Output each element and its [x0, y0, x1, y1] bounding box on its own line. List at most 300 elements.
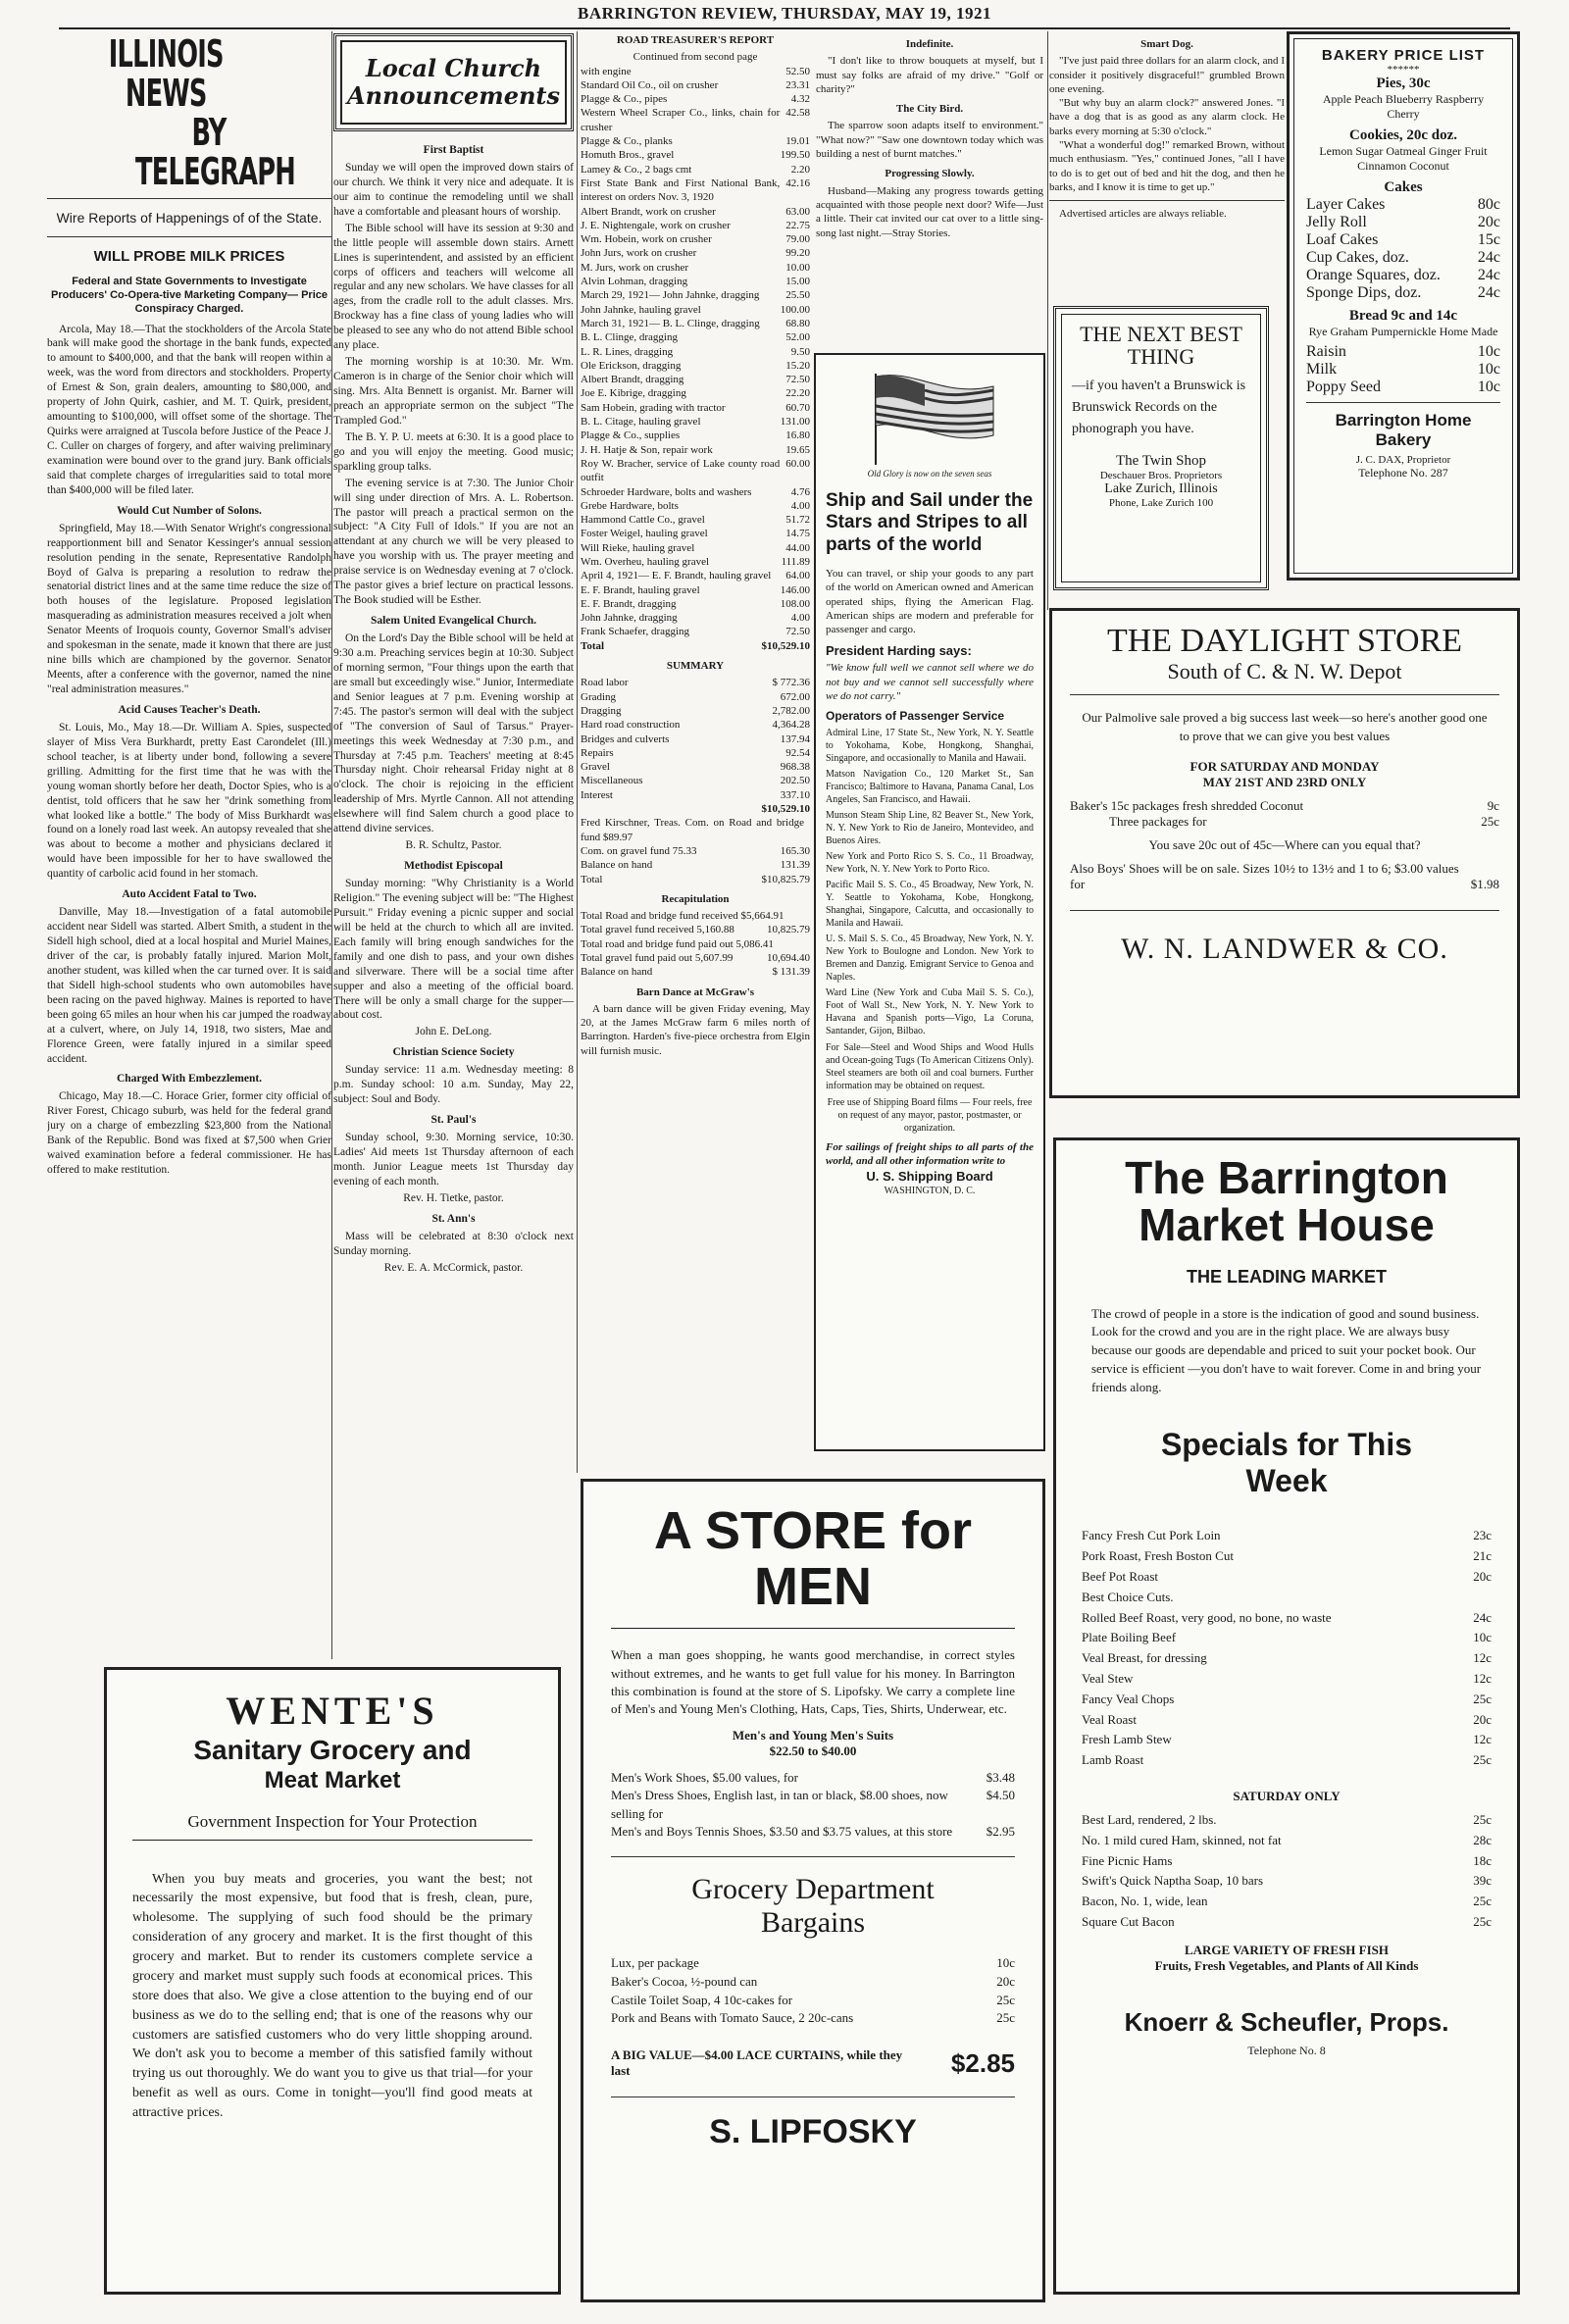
ledger-row-label: Joe E. Kibrige, dragging — [581, 387, 686, 400]
grocery-item-value: 10c — [996, 1954, 1015, 1970]
misc-list — [1306, 343, 1500, 396]
saturday-item-value: 25c — [1473, 1811, 1492, 1827]
ship-title: Ship and Sail under the Stars and Stripes to all parts of the world — [826, 489, 1034, 556]
ship-films: Free use of Shipping Board films — Four reels, free on request of any mayor, pastor, postmaster, or organization. — [827, 1096, 1033, 1134]
daylight-price: 9c — [1487, 797, 1499, 813]
grocery-item-label: Lux, per package — [611, 1954, 699, 1970]
recap-row-label: Total gravel fund paid out 5,607.99 — [581, 952, 734, 964]
next-best-title-2: THING — [1127, 344, 1195, 370]
store-items — [611, 1769, 1015, 1841]
lipfosky-name: S. LIPFOSKY — [709, 2113, 917, 2151]
smart-dog-heading: Smart Dog. — [1140, 38, 1193, 50]
suits-price: $22.50 to $40.00 — [769, 1743, 857, 1759]
market-items — [1082, 1526, 1492, 1771]
daylight-store-ad — [1049, 608, 1520, 1098]
tail-rows — [581, 816, 810, 885]
tail-row — [581, 844, 810, 858]
ledger-row-value: 52.00 — [785, 331, 810, 344]
misc-row-value: 10c — [1477, 379, 1500, 395]
store-item-label: Men's and Boys Tennis Shoes, $3.50 and $3.75 values, at this store — [611, 1823, 953, 1839]
joke-paragraph: "I don't like to throw bouquets at myself, but I must say folks are afraid of my drive." "Golf or charity?" — [816, 55, 1043, 95]
article-heading: Charged With Embezzlement. — [116, 1073, 263, 1086]
ledger-row-label: First State Bank and First National Bank, interest on orders Nov. 3, 1920 — [581, 177, 781, 204]
summary-row-label: Gravel — [581, 761, 610, 774]
store-item — [611, 1787, 1015, 1822]
article-paragraph: Springfield, May 18.—With Senator Wright's congressional reapportionment bill and Senator Kessinger's annual session resolution pending in the senate, Representative Randolph Boyd of Galva is preparing a resolution to redraw the senatorial district lines and at the same time reduce the size of both houses of the legislature. Proposed legislation masquerading as administration measures received a jolt when Senator Meents of Iroquois county, Governor Small's adviser and spokesman in the senate, made it known that there are just nine bills which are championed by the governor. Senator Meents, after a conference with the governor, named the nine "real administration measures." — [47, 522, 331, 695]
store-intro: When a man goes shopping, he wants good merchandise, in correct styles without extremes, and he wants to get full value for his money. In Barrington this combination is found at the store of S. Lipofsky. We carry a complete line of Men's and Young Men's Clothing, Hats, Caps, Ties, Shirts, Underwear, etc. — [611, 1647, 1015, 1716]
recap-row — [581, 937, 810, 951]
ledger-row — [581, 232, 810, 246]
operator-entry: Admiral Line, 17 State St., New York, N. Y. Seattle to Yokohama, Kobe, Hongkong, Shanghai, Singapore, and occasionally to Manila and Hawaii. — [826, 727, 1034, 764]
misc-row-value: 10c — [1477, 361, 1500, 378]
grocery-item-label: Baker's Cocoa, ½-pound can — [611, 1973, 758, 1989]
market-props: Knoerr & Scheufler, Props. — [1124, 2006, 1449, 2037]
saturday-item — [1082, 1831, 1492, 1851]
market-item — [1082, 1546, 1492, 1567]
ledger-row-value: 4.32 — [790, 93, 810, 106]
ledger-row-label: Wm. Hobein, work on crusher — [581, 233, 712, 246]
church-heading: Methodist Episcopal — [404, 860, 503, 873]
saturday-item — [1082, 1810, 1492, 1831]
daylight-item: Also Boys' Shoes will be on sale. Sizes 10½ to 13½ and 1 to 6; $3.00 values for — [1070, 860, 1459, 891]
wente-subtitle-2: Meat Market — [264, 1766, 401, 1794]
grocery-item-label: Pork and Beans with Tomato Sauce, 2 20c-cans — [611, 2010, 854, 2026]
ship-sale: For Sale—Steel and Wood Ships and Wood Hulls and Ocean-going Tugs (To American Citizens Only). Steel steamers are both oil and coal burners. Further information may be obtained on request. — [826, 1041, 1034, 1091]
market-item-value — [1486, 1588, 1492, 1608]
grocery-title-2: Bargains — [760, 1906, 866, 1940]
ledger-row — [581, 373, 810, 386]
ledger-row — [581, 65, 810, 78]
ledger-row — [581, 261, 810, 275]
recap-row-value — [804, 909, 810, 923]
summary-row-value: 968.38 — [780, 761, 810, 774]
tail-row-value: $10,825.79 — [761, 873, 810, 885]
ledger-row-value: 23.31 — [785, 78, 810, 91]
tail-row-label: Total — [581, 873, 603, 885]
tail-row-value: 165.30 — [780, 844, 810, 857]
report-total-label: Total — [581, 639, 605, 652]
ledger-row — [581, 555, 810, 569]
ledger-row-label: J. E. Nightengale, work on crusher — [581, 219, 731, 231]
illinois-news-column — [47, 31, 331, 1659]
recap-row-value: 10,825.79 — [767, 924, 810, 936]
market-item-label: Lamb Roast — [1082, 1752, 1144, 1768]
article-paragraph: St. Louis, Mo., May 18.—Dr. William A. Spies, suspected slayer of Miss Vera Burkhardt, pretty East Carondelet (Ill.) school teacher, is at liberty under bond, following a severe grilling. Admitting for the first time that he was with the young woman shortly before her death, Doctor Spies, who is a dentist, told officers that he saw her "drink something from what looked like a bottle." The body of Miss Burkhardt was found on a lonely road last week. An autopsy revealed that she was about to become a mother and physicians declared it would have been impossible for her to have swallowed the quantity of carbolic acid found in her stomach. — [47, 721, 331, 881]
ledger-row — [581, 275, 810, 288]
pies-list: Apple Peach Blueberry Raspberry Cherry — [1322, 92, 1485, 121]
ledger-row-label: Frank Schaefer, dragging — [581, 626, 690, 638]
recap-row-value: 10,694.40 — [767, 952, 810, 964]
church-heading: Christian Science Society — [392, 1046, 515, 1059]
recap-row — [581, 923, 810, 936]
harding-quote: "We know full well we cannot sell where we do not buy and we cannot sell successfully where we do not carry." — [826, 662, 1034, 703]
saturday-item-label: No. 1 mild cured Ham, skinned, not fat — [1082, 1832, 1282, 1847]
tail-row — [581, 816, 810, 844]
daylight-subtitle: South of C. & N. W. Depot — [1167, 659, 1402, 684]
church-heading: St. Paul's — [430, 1114, 477, 1127]
section-title-2: BY TELEGRAPH — [135, 110, 296, 193]
wente-tagline: Government Inspection for Your Protection — [132, 1812, 532, 1841]
ledger-row-label: Plagge & Co., planks — [581, 135, 673, 148]
bakery-name-2: Bakery — [1375, 430, 1432, 449]
bakery-proprietor: J. C. DAX, Proprietor — [1355, 454, 1451, 466]
ship-body: You can travel, or ship your goods to any part of the world on American owned and American operated ships, flying the American Flag. American ships are modern and preferable for passenger and cargo. — [826, 568, 1034, 636]
ledger-row-value: 2.20 — [790, 163, 810, 176]
twin-shop-name: The Twin Shop — [1115, 453, 1206, 470]
summary-row-label: Road labor — [581, 677, 629, 689]
summary-row — [581, 718, 810, 732]
ledger-row — [581, 246, 810, 260]
cake-row-label: Jelly Roll — [1306, 214, 1367, 230]
ledger-row-label: Wm. Overheu, hauling gravel — [581, 555, 710, 568]
saturday-item — [1082, 1892, 1492, 1912]
summary-row — [581, 733, 810, 746]
ledger-row — [581, 219, 810, 232]
barn-dance-paragraph: A barn dance will be given Friday evening, May 20, at the James McGraw farm 6 miles north of Barrington. Harden's five-piece orchestra from Elgin will furnish music. — [581, 1002, 810, 1057]
ledger-row-value: 14.75 — [785, 528, 810, 540]
ledger-row-label: Alvin Lohman, dragging — [581, 276, 688, 288]
cake-row-label: Orange Squares, doz. — [1306, 267, 1441, 283]
reliable-note: Advertised articles are always reliable. — [1059, 208, 1227, 221]
cookies-list: Lemon Sugar Oatmeal Ginger Fruit Cinnamon Coconut — [1319, 144, 1488, 173]
ledger-row-label: March 31, 1921— B. L. Clinge, dragging — [581, 317, 760, 329]
market-item-value: 21c — [1473, 1548, 1492, 1564]
jokes-column — [816, 31, 1043, 350]
grocery-title-1: Grocery Department — [691, 1872, 935, 1905]
ledger-row-value: 9.50 — [790, 345, 810, 358]
church-paragraph: Sunday service: 11 a.m. Wednesday meeting: 8 p.m. Sunday school: 10 a.m. Sunday, May 22, subject: Soul and Body. — [333, 1064, 574, 1106]
twin-shop-ad — [1053, 306, 1269, 590]
church-column — [333, 137, 574, 1657]
operators-list — [826, 727, 1034, 1037]
ledger-row — [581, 303, 810, 317]
recap-row-label: Total road and bridge fund paid out 5,086.41 — [581, 937, 774, 950]
cakes-heading: Cakes — [1384, 179, 1423, 195]
church-heading: First Baptist — [423, 144, 484, 156]
market-item-value: 25c — [1473, 1752, 1492, 1768]
ledger-row-label: April 4, 1921— E. F. Brandt, hauling gravel — [581, 570, 772, 582]
tail-row-label: Fred Kirschner, Treas. Com. on Road and bridge fund $89.97 — [581, 817, 804, 843]
church-heading: Salem United Evangelical Church. — [370, 615, 537, 628]
ledger-row-label: E. F. Brandt, dragging — [581, 597, 677, 610]
cakes-list — [1306, 196, 1500, 302]
cake-row — [1306, 249, 1500, 267]
operator-entry: Matson Navigation Co., 120 Market St., San Francisco; Baltimore to Havana, Panama Canal, Los Angeles, San Francisco, and Hawaii. — [826, 768, 1034, 805]
ledger-row-value: 52.50 — [785, 65, 810, 77]
saturday-item-label: Fine Picnic Hams — [1082, 1852, 1173, 1868]
ledger-row — [581, 527, 810, 540]
bread-list: Rye Graham Pumpernickle Home Made — [1308, 325, 1498, 338]
ledger-row — [581, 583, 810, 597]
article-paragraph: Chicago, May 18.—C. Horace Grier, former city official of River Forest, Chicago suburb, was held for the federal grand jury on a charge of embezzling $23,800 from the National Bank of the Republic. Bond was fixed at $7,500 when Grier waived examination before a federal commissioner. He has offered to make restitution. — [47, 1090, 331, 1177]
ledger-row — [581, 148, 810, 162]
cake-row-label: Loaf Cakes — [1306, 231, 1379, 248]
ledger-row-value: 68.80 — [785, 317, 810, 329]
market-item — [1082, 1588, 1492, 1608]
grocery-item-label: Castile Toilet Soap, 4 10c-cakes for — [611, 1992, 793, 2007]
store-title-1: A STORE for — [653, 1501, 973, 1560]
market-item-label: Fresh Lamb Stew — [1082, 1732, 1172, 1747]
operator-entry: Munson Steam Ship Line, 82 Beaver St., New York, N. Y. New York to Rio de Janeiro, Montevideo, and Buenos Aires. — [826, 809, 1034, 846]
ledger-row — [581, 345, 810, 359]
report-ledger — [581, 65, 810, 639]
recap-row-value: $ 131.39 — [772, 966, 810, 979]
ledger-row-value: 44.00 — [785, 541, 810, 554]
summary-row-value: 337.10 — [780, 788, 810, 801]
joke-paragraph: Husband—Making any progress towards getting acquainted with those people next door? Wife—Just a little. Their cat invited our cat over to a little sing-song last night.—Stray Stories. — [816, 184, 1043, 239]
suits-heading: Men's and Young Men's Suits — [732, 1728, 894, 1743]
article-heading: Would Cut Number of Solons. — [117, 504, 262, 517]
store-item-value: $2.95 — [986, 1823, 1015, 1839]
cake-row-label: Layer Cakes — [1306, 196, 1386, 213]
ledger-row — [581, 569, 810, 582]
ledger-row-value: 72.50 — [785, 626, 810, 638]
section-title-1: ILLINOIS NEWS — [108, 32, 224, 115]
cake-row — [1306, 214, 1500, 231]
cake-row-label: Cup Cakes, doz. — [1306, 249, 1409, 266]
summary-rows — [581, 676, 810, 802]
saturday-item — [1082, 1851, 1492, 1872]
misc-row — [1306, 361, 1500, 379]
grocery-item — [611, 1992, 1015, 2010]
ledger-row-label: Ole Erickson, dragging — [581, 359, 682, 372]
grocery-item-value: 25c — [996, 1992, 1015, 2007]
market-item-label: Best Choice Cuts. — [1082, 1589, 1174, 1604]
article-paragraph: Danville, May 18.—Investigation of a fatal automobile accident near Sidell was started. Albert Smith, a student in the Sidell high school, died at a local hospital and Muriel Maines, driver of the car, is probably fatally injured. Marion Molt, another student, was killed when the car turned over. It is said that Sidell high-school students who own automobiles have been racing on the paved highway. Maines is reported to have been going 65 miles an hour when his car jumped the roadway at a culvert, where, on July 14, 1918, two sisters, Mae and Florence Green, were fatally injured in a similar speed accident. — [47, 906, 331, 1065]
headline: WILL PROBE MILK PRICES — [93, 247, 285, 265]
church-signature: Rev. H. Tietke, pastor. — [403, 1191, 504, 1204]
lace-curtains-offer: A BIG VALUE—$4.00 LACE CURTAINS, while they last — [611, 2047, 903, 2079]
grocery-item — [611, 2009, 1015, 2028]
lace-curtains-price: $2.85 — [950, 2047, 1015, 2078]
next-best-body: —if you haven't a Brunswick is Brunswick Records on the phonograph you have. — [1072, 379, 1246, 436]
ledger-row-value: 22.20 — [785, 387, 810, 400]
ledger-row-label: John Jahnke, hauling gravel — [581, 303, 701, 316]
ledger-row — [581, 499, 810, 513]
ledger-row-label: Albert Brandt, work on crusher — [581, 205, 716, 218]
wente-subtitle-1: Sanitary Grocery and — [193, 1735, 472, 1765]
cake-row — [1306, 267, 1500, 284]
market-title-2: Market House — [1139, 1199, 1435, 1251]
summary-row-value: 672.00 — [780, 690, 810, 703]
market-item-label: Fancy Veal Chops — [1082, 1691, 1175, 1706]
market-item — [1082, 1730, 1492, 1750]
recap-row — [581, 951, 810, 965]
twin-shop-town: Lake Zurich, Illinois — [1104, 481, 1218, 497]
ledger-row-label: Foster Weigel, hauling gravel — [581, 528, 708, 540]
bakery-name-1: Barrington Home — [1335, 411, 1472, 429]
pies-heading: Pies, 30c — [1376, 76, 1431, 91]
ledger-row-value: 60.70 — [785, 401, 810, 414]
recap-row-value — [804, 937, 810, 951]
ledger-row-value: 42.58 — [785, 107, 810, 120]
flag-caption: Old Glory is now on the seven seas — [867, 469, 992, 479]
church-paragraph: Mass will be celebrated at 8:30 o'clock next Sunday morning. — [333, 1230, 574, 1257]
wente-body: When you buy meats and groceries, you want the best; not necessarily the most expensive, but food that is fresh, clean, pure, wholesome. The supplying of such food should be the primary consideration of any grocery and market. It is the first thought of this grocery and market. But to render its customers complete service a grocery and market must supply such foods at economical prices. This store does that also. We give a close attention to the buying end of our business as we do to the selling end; that is one of the reasons why our customers are satisfied customers who do very little shopping around. We don't ask you to become a member of this satisfied family without trying us out thoroughly. We do want you to give us that trial—for your benefit as well as ours. Come in tonight—you'll find good meats at attractive prices. — [132, 1871, 532, 2121]
market-item-value: 20c — [1473, 1569, 1492, 1584]
market-phone: Telephone No. 8 — [1247, 2043, 1326, 2057]
specials-title-1: Specials for This — [1160, 1426, 1413, 1462]
church-paragraph: On the Lord's Day the Bible school will be held at 9:30 a.m. Preaching services begin at 10:30. Subject of morning sermon, "Four things upon the earth that are small but exceedingly wise." Junior, Intermediate and Senior leagues at 7 p.m. Evening worship at 7:45. The pastor's sermon will deal with the subject of "The conversion of Saul of Tarsus." Prayer-meetings this week Wednesday at 7:30 p.m., and Thursday at 7:45 p.m. Teachers' meeting at 8:45 Thursday night. Choir rehearsal Friday night at 8 o'clock. The choir is rejoicing in the efficient leadership of Mrs. Myrtle Cannon. All not attending elsewhere will find Salem church a good place to attend divine services. — [333, 632, 574, 835]
ledger-row — [581, 177, 810, 205]
bakery-price-list-ad — [1287, 31, 1520, 581]
ledger-row — [581, 457, 810, 485]
grocery-items — [611, 1954, 1015, 2028]
store-item-label: Men's Dress Shoes, English last, in tan or black, $8.00 shoes, now selling for — [611, 1788, 948, 1821]
saturday-item-label: Square Cut Bacon — [1082, 1913, 1175, 1929]
ledger-row-value: 131.00 — [780, 416, 810, 429]
cake-row-label: Sponge Dips, doz. — [1306, 284, 1422, 301]
summary-row-value: 92.54 — [785, 746, 810, 759]
daylight-intro: Our Palmolive sale proved a big success last week—so here's another good one to prove that we can give you best values — [1082, 710, 1488, 743]
cake-row-value: 15c — [1477, 231, 1500, 248]
smart-dog-paragraph: "What a wonderful dog!" remarked Brown, without much enthusiasm. "Yes," continued Jones, "all I have to do is to get out of bed and hit the dog, and then he barks, and I know it is time to get up." — [1049, 139, 1285, 193]
recap-row — [581, 909, 810, 923]
ledger-row-label: Grebe Hardware, bolts — [581, 499, 679, 512]
cake-row-value: 24c — [1477, 249, 1500, 266]
church-paragraph: Sunday morning: "Why Christianity is a World Religion." The evening subject will be: "The Highest Pursuit." Friday evening a picnic supper and social will be held at the church to which all are invited. Each family will bring enough sandwiches for the family and one dish to pass, and your own dishes and silverware. There will be a social time after supper and also a meeting of the official board. There will be only a small charge for the supper—about cost. — [333, 878, 574, 1022]
ledger-row-value: 25.50 — [785, 289, 810, 302]
ledger-row — [581, 134, 810, 148]
saturday-items — [1082, 1810, 1492, 1933]
wentes-grocery-ad — [104, 1667, 561, 2295]
market-item-value: 20c — [1473, 1711, 1492, 1727]
ledger-row-value: 199.50 — [780, 149, 810, 162]
recap-row-label: Balance on hand — [581, 966, 653, 979]
ledger-row-value: 19.65 — [785, 443, 810, 456]
column-rule — [331, 31, 332, 1659]
summary-row — [581, 788, 810, 802]
joke-heading: The City Bird. — [895, 103, 964, 116]
market-item-label: Fancy Fresh Cut Pork Loin — [1082, 1528, 1221, 1543]
ledger-row-label: Albert Brandt, dragging — [581, 374, 684, 386]
summary-row-value: 202.50 — [780, 775, 810, 787]
column-rule — [577, 31, 578, 1473]
market-item-value: 25c — [1473, 1691, 1492, 1706]
summary-row — [581, 690, 810, 704]
operator-entry: U. S. Mail S. S. Co., 45 Broadway, New York, N. Y. New York to Boulogne and London. New York to Bremen and Danzig. Emigrant Service to Genoa and Naples. — [826, 933, 1034, 983]
church-paragraph: Sunday we will open the improved down stairs of our church. We think it very nice and adequate. It is our aim to continue the remodeling until we shall have a comfortable and pleasant hours of worship. — [333, 161, 574, 218]
market-item — [1082, 1669, 1492, 1690]
summary-row-label: Miscellaneous — [581, 775, 643, 787]
tail-row-label: Com. on gravel fund 75.33 — [581, 844, 697, 857]
shipping-board-ad — [814, 353, 1045, 1451]
summary-row-label: Hard road construction — [581, 719, 681, 732]
ledger-row-label: Schroeder Hardware, bolts and washers — [581, 485, 752, 498]
cake-row-value: 24c — [1477, 267, 1500, 283]
ledger-row — [581, 317, 810, 330]
summary-row — [581, 774, 810, 787]
recap-row-label: Total Road and bridge fund received $5,664.91 — [581, 910, 784, 923]
saturday-item-value: 18c — [1473, 1852, 1492, 1868]
operators-heading: Operators of Passenger Service — [826, 709, 1005, 724]
grocery-item — [611, 1954, 1015, 1973]
tail-row-value: 131.39 — [780, 859, 810, 872]
ledger-row-value: 51.72 — [785, 514, 810, 527]
ledger-row — [581, 485, 810, 499]
road-report-column — [581, 31, 810, 1473]
ledger-row — [581, 92, 810, 106]
joke-paragraph: The sparrow soon adapts itself to environment." "What now?" "Saw one downtown today which was building a nest of burnt matches." — [816, 120, 1043, 161]
summary-row — [581, 746, 810, 760]
ledger-row-label: Standard Oil Co., oil on crusher — [581, 78, 719, 91]
ledger-row — [581, 386, 810, 400]
market-item-label: Rolled Beef Roast, very good, no bone, no waste — [1082, 1609, 1332, 1625]
report-continued: Continued from second page — [633, 51, 758, 64]
ledger-row — [581, 443, 810, 457]
market-item-value: 10c — [1473, 1630, 1492, 1645]
church-paragraph: The Bible school will have its session at 9:30 and the little people will assemble down stairs. Arnett Lines is superintendent, and assisted by an efficient corps of officers and teachers will welcome all regular and any new scholars. We have classes for all ages, from the cradle roll to the adult classes. Mrs. Brockway has a fine class of young ladies who will be pleased to see any who do not attend Bible school any place. — [333, 222, 574, 352]
market-item — [1082, 1648, 1492, 1669]
ledger-row-label: Plagge & Co., pipes — [581, 93, 668, 106]
daylight-item: Three packages for — [1109, 813, 1207, 829]
ledger-row-value: 4.00 — [790, 612, 810, 625]
summary-row-label: Bridges and culverts — [581, 733, 670, 745]
harding-heading: President Harding says: — [826, 642, 972, 658]
store-item-value: $3.48 — [986, 1770, 1015, 1786]
church-paragraph: Sunday school, 9:30. Morning service, 10:30. Ladies' Aid meets 1st Thursday afternoon of each month. Junior League meets 1st Thursday day evening of each month. — [333, 1132, 574, 1187]
daylight-save: You save 20c out of 45c—Where can you equal that? — [1148, 836, 1421, 852]
church-heading: St. Ann's — [431, 1212, 476, 1225]
market-item — [1082, 1608, 1492, 1629]
ledger-row-value: 79.00 — [785, 233, 810, 246]
saturday-item-value: 25c — [1473, 1894, 1492, 1909]
saturday-item-value: 39c — [1473, 1873, 1492, 1889]
tail-row-value — [804, 816, 810, 844]
ledger-row-value: 100.00 — [780, 303, 810, 316]
ledger-row-value: 99.20 — [785, 247, 810, 260]
ledger-row — [581, 78, 810, 92]
fresh-vegetables: Fruits, Fresh Vegetables, and Plants of All Kinds — [1154, 1957, 1419, 1973]
recap-row-label: Total gravel fund received 5,160.88 — [581, 924, 734, 936]
summary-row-label: Grading — [581, 690, 617, 703]
store-title-2: MEN — [611, 1559, 1015, 1630]
ledger-row — [581, 513, 810, 527]
cookies-heading: Cookies, 20c doz. — [1349, 127, 1457, 143]
market-item-label: Veal Roast — [1082, 1711, 1137, 1727]
cake-row-value: 20c — [1477, 214, 1500, 230]
summary-row-value: 2,782.00 — [772, 704, 810, 717]
ledger-row-value: 15.00 — [785, 276, 810, 288]
ledger-row-label: B. L. Clinge, dragging — [581, 331, 678, 344]
saturday-item-value: 25c — [1473, 1913, 1492, 1929]
market-item — [1082, 1567, 1492, 1588]
ledger-row-value: 146.00 — [780, 583, 810, 596]
recap-rows — [581, 909, 810, 979]
smart-dog-column — [1049, 31, 1285, 296]
ledger-row — [581, 401, 810, 415]
summary-row-value: 4,364.28 — [772, 719, 810, 732]
saturday-item — [1082, 1912, 1492, 1933]
summary-row-label: Interest — [581, 788, 613, 801]
cake-row — [1306, 196, 1500, 214]
ledger-row — [581, 359, 810, 373]
ledger-row-value: 4.00 — [790, 499, 810, 512]
cake-row — [1306, 284, 1500, 302]
ship-sailings: For sailings of freight ships to all parts of the world, and all other information write to — [826, 1140, 1034, 1168]
market-item — [1082, 1526, 1492, 1546]
cake-row-value: 80c — [1477, 196, 1500, 213]
misc-row-label: Milk — [1306, 361, 1338, 378]
misc-row — [1306, 343, 1500, 361]
cake-row-value: 24c — [1477, 284, 1500, 301]
church-signature: B. R. Schultz, Pastor. — [405, 839, 502, 852]
store-item — [611, 1769, 1015, 1787]
ledger-row — [581, 205, 810, 219]
operator-entry: Ward Line (New York and Cuba Mail S. S. Co.), Foot of Wall St., New York, N. Y. New York to Havana and Spanish ports—Vigo, La Coruna, Santander, Gijon, Bilbao. — [826, 986, 1034, 1036]
shipping-board-city: WASHINGTON, D. C. — [884, 1186, 976, 1197]
recap-row — [581, 965, 810, 979]
